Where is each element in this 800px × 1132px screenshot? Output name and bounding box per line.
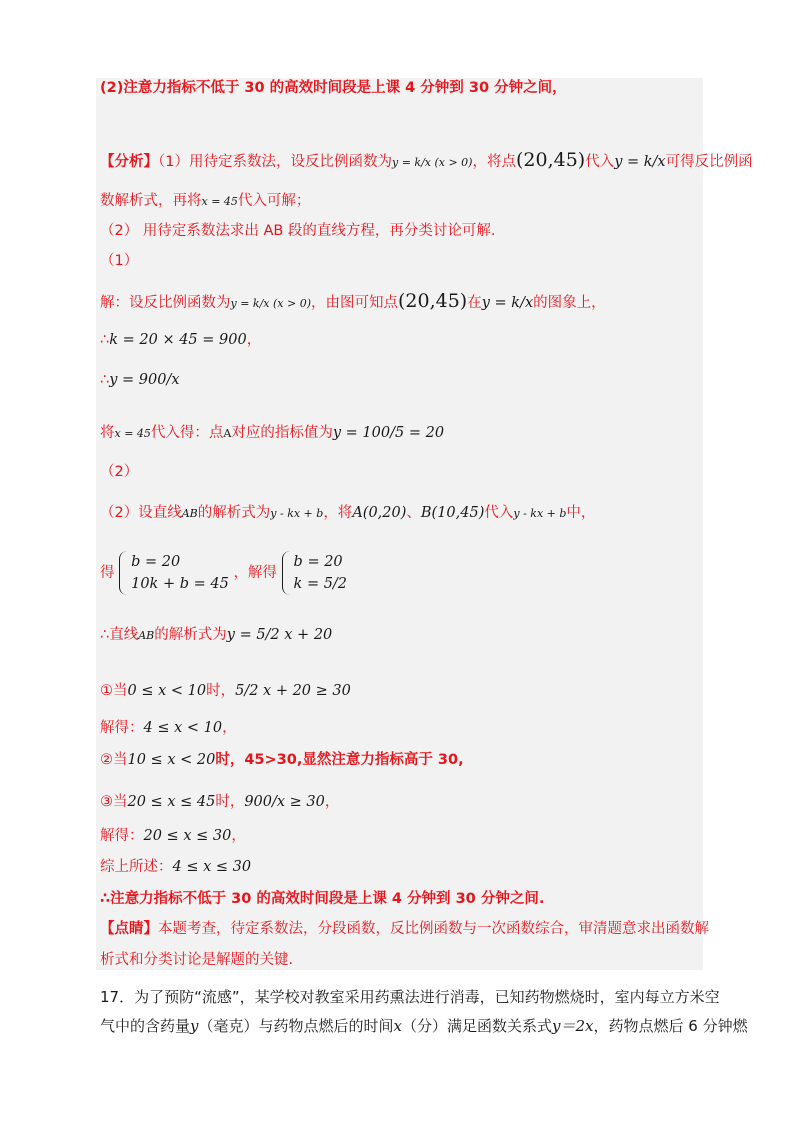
comment-line-1: 【点睛】本题考查，待定系数法，分段函数，反比例函数与一次函数综合，审清题意求出函数解 [100, 921, 709, 937]
case-1-solution: 解得：4 ≤ x < 10， [100, 720, 237, 736]
case-3-solution: 解得：20 ≤ x ≤ 30， [100, 828, 246, 844]
equation-system-2: b = 20 k = 5/2 [282, 551, 348, 595]
part2-conclusion-top: (2)注意力指标不低于 30 的高效时间段是上课 4 分钟到 30 分钟之间， [100, 80, 567, 96]
analysis-line-3: （2） 用待定系数法求出 AB 段的直线方程，再分类讨论可解. [100, 223, 496, 239]
part1-line-4: 将x = 45代入得：点A对应的指标值为y = 100/5 = 20 [100, 425, 445, 441]
part2-line-1: （2）设直线AB的解析式为y - kx + b，将A(0,20)、B(10,45)代入y - kx + b中， [100, 505, 596, 521]
equation-system-1: b = 20 10k + b = 45 [119, 551, 229, 595]
part2-label: （2） [100, 464, 139, 480]
summary-line: 综上所述：4 ≤ x ≤ 30 [100, 859, 252, 875]
case-1: ①当0 ≤ x < 10时，5/2 x + 20 ≥ 30 [100, 683, 351, 699]
part2-system-line: 得 b = 20 10k + b = 45 ，解得 b = 20 k = 5/2 [100, 545, 347, 601]
part1-line-1: 解：设反比例函数为y = k/x (x > 0)，由图可知点(20,45)在y = k/x的图象上， [100, 290, 606, 312]
part2-line-ab: ∴直线AB的解析式为y = 5/2 x + 20 [100, 627, 333, 643]
question-17-line-1: 17．为了预防“流感”，某学校对教室采用药熏法进行消毒，已知药物燃烧时，室内每立方米空 [100, 988, 720, 1006]
part1-line-3: ∴y = 900/x [100, 372, 180, 388]
comment-line-2: 析式和分类讨论是解题的关键. [100, 952, 294, 968]
case-2: ②当10 ≤ x < 20时，45>30,显然注意力指标高于 30, [100, 752, 464, 768]
final-conclusion: ∴注意力指标不低于 30 的高效时间段是上课 4 分钟到 30 分钟之间. [100, 891, 545, 907]
analysis-line-1: 【分析】（1）用待定系数法，设反比例函数为y = k/x (x > 0)，将点(20,45)代入y = k/x可得反比例函 [100, 149, 753, 171]
part1-line-2: ∴k = 20 × 45 = 900， [100, 332, 262, 348]
case-3: ③当20 ≤ x ≤ 45时，900/x ≥ 30， [100, 794, 340, 810]
question-17-line-2: 气中的含药量y（毫克）与药物点燃后的时间x（分）满足函数关系式y＝2x，药物点燃后 6 分钟燃 [100, 1017, 748, 1035]
analysis-line-2: 数解析式，再将x = 45代入可解； [100, 193, 311, 209]
part1-label: （1） [100, 253, 139, 269]
